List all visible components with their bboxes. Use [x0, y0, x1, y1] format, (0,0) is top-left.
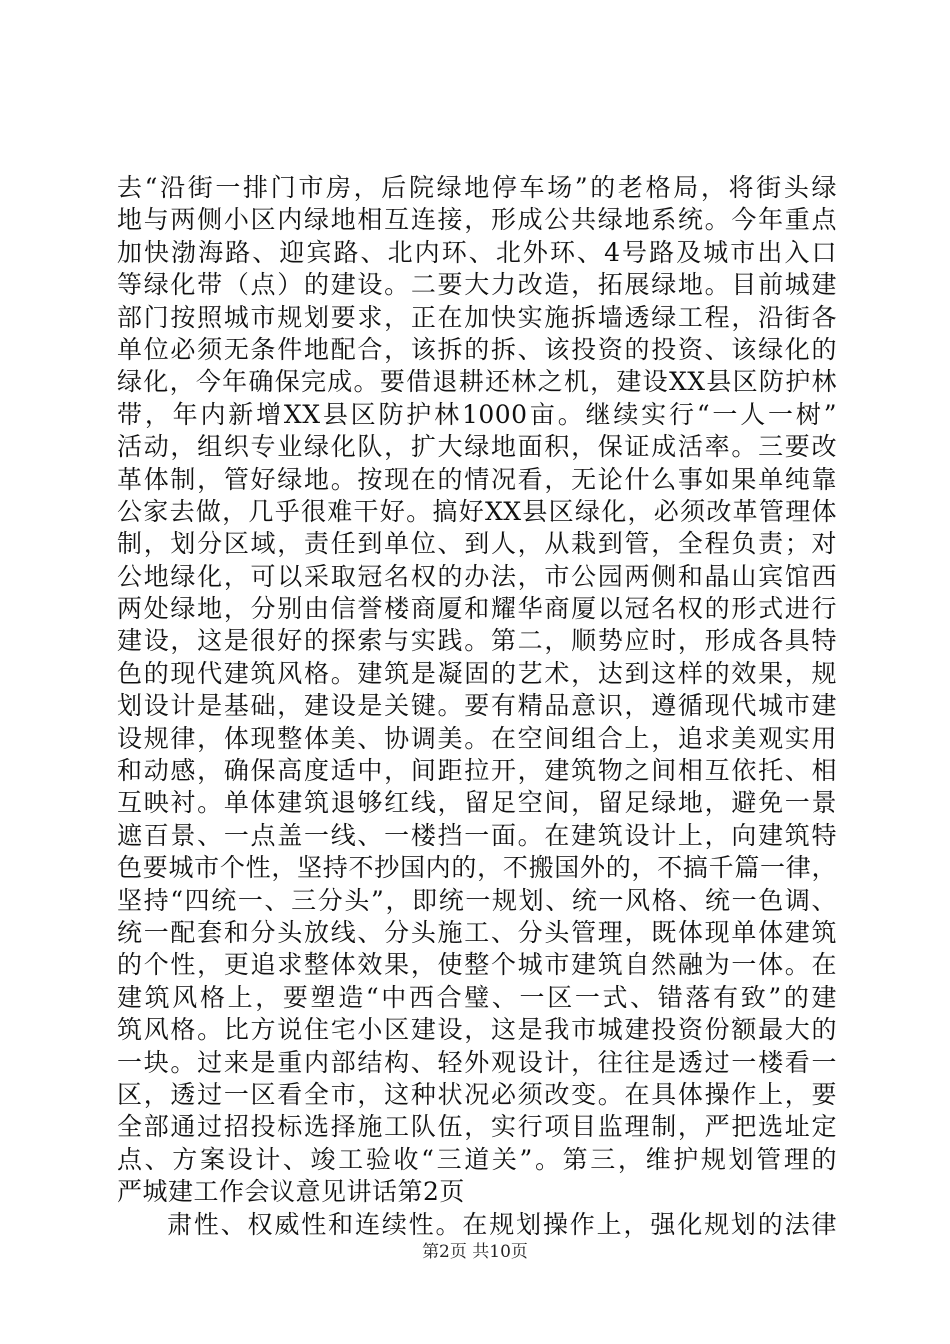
- text-line: 点、方案设计、竣工验收“三道关”。第三，维护规划管理的: [117, 1144, 837, 1174]
- text-line: 部门按照城市规划要求，正在加快实施拆墙透绿工程，沿街各: [117, 302, 837, 332]
- text-line: 色的现代建筑风格。建筑是凝固的艺术，达到这样的效果，规: [117, 658, 837, 688]
- text-line: 去“沿街一排门市房，后院绿地停车场”的老格局，将街头绿: [117, 173, 837, 202]
- text-line: 的个性，更追求整体效果，使整个城市建筑自然融为一体。在: [117, 950, 837, 980]
- body-text: [117, 172, 837, 1241]
- text-line: 加快渤海路、迎宾路、北内环、北外环、4号路及城市出入口: [117, 237, 837, 267]
- text-line: 革体制，管好绿地。按现在的情况看，无论什么事如果单纯靠: [117, 464, 837, 494]
- text-line: 筑风格。比方说住宅小区建设，这是我市城建投资份额最大的: [117, 1015, 837, 1045]
- text-line: 建筑风格上，要塑造“中西合璧、一区一式、错落有致”的建: [117, 982, 837, 1012]
- text-line: 色要城市个性，坚持不抄国内的，不搬国外的，不搞千篇一律，: [117, 853, 837, 883]
- text-line: 全部通过招投标选择施工队伍，实行项目监理制，严把选址定: [117, 1112, 837, 1142]
- text-line: 两处绿地，分别由信誉楼商厦和耀华商厦以冠名权的形式进行: [117, 594, 837, 624]
- text-line: 带，年内新增XX县区防护林1000亩。继续实行“一人一树”: [117, 399, 837, 429]
- text-line: 和动感，确保高度适中，间距拉开，建筑物之间相互依托、相: [117, 756, 837, 786]
- text-line: 建设，这是很好的探索与实践。第二，顺势应时，形成各具特: [117, 626, 837, 656]
- text-line: 单位必须无条件地配合，该拆的拆、该投资的投资、该绿化的: [117, 334, 837, 364]
- page-continuation-marker: 严城建工作会议意见讲话第2页: [117, 1177, 465, 1207]
- text-line: 公地绿化，可以采取冠名权的办法，市公园两侧和晶山宾馆西: [117, 561, 837, 591]
- text-line: 遮百景、一点盖一线、一楼挡一面。在建筑设计上，向建筑特: [117, 820, 837, 850]
- text-line: 绿化，今年确保完成。要借退耕还林之机，建设XX县区防护林: [117, 367, 837, 397]
- text-line: 设规律，体现整体美、协调美。在空间组合上，追求美观实用: [117, 723, 837, 753]
- text-line: 活动，组织专业绿化队，扩大绿地面积，保证成活率。三要改: [117, 432, 837, 462]
- text-line: 地与两侧小区内绿地相互连接，形成公共绿地系统。今年重点: [117, 205, 837, 235]
- text-line: 等绿化带（点）的建设。二要大力改造，拓展绿地。目前城建: [117, 270, 837, 300]
- text-line: 肃性、权威性和连续性。在规划操作上，强化规划的法律: [167, 1209, 837, 1239]
- text-line: 区，透过一区看全市，这种状况必须改变。在具体操作上，要: [117, 1079, 837, 1109]
- text-line: 公家去做，几乎很难干好。搞好XX县区绿化，必须改革管理体: [117, 496, 837, 526]
- text-line: 互映衬。单体建筑退够红线，留足空间，留足绿地，避免一景: [117, 788, 837, 818]
- text-line: 一块。过来是重内部结构、轻外观设计，往往是透过一楼看一: [117, 1047, 837, 1077]
- text-line: 统一配套和分头放线、分头施工、分头管理，既体现单体建筑: [117, 917, 837, 947]
- text-line: 制，划分区域，责任到单位、到人，从栽到管，全程负责；对: [117, 529, 837, 559]
- text-line: 划设计是基础，建设是关键。要有精品意识，遵循现代城市建: [117, 691, 837, 721]
- page-footer: 第2页 共10页: [422, 1242, 528, 1262]
- text-line: 坚持“四统一、三分头”，即统一规划、统一风格、统一色调、: [117, 885, 837, 915]
